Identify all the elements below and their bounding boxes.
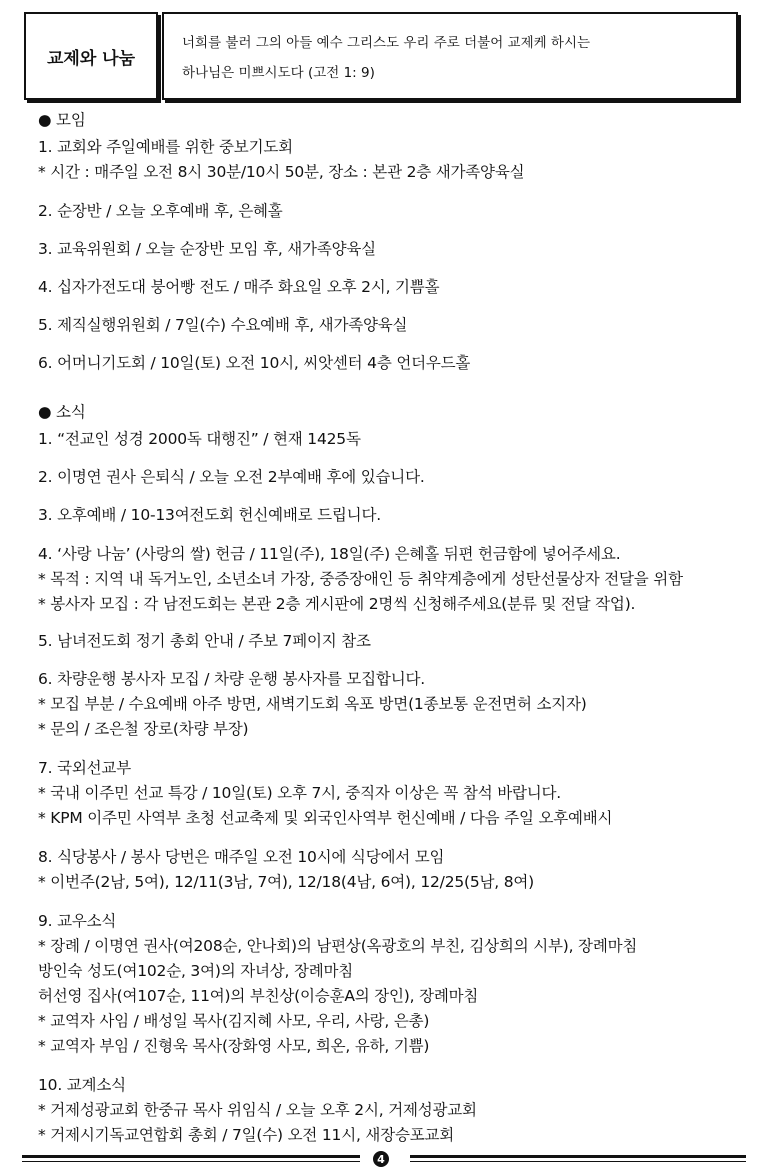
text-line: 2. 이명연 권사 은퇴식 / 오늘 오전 2부예배 후에 있습니다. xyxy=(38,468,425,486)
text-line: 1. “전교인 성경 2000독 대행진” / 현재 1425독 xyxy=(38,430,361,448)
text-line: * 모집 부분 / 수요예배 아주 방면, 새벽기도회 옥포 방면(1종보통 운전면허 소지자) xyxy=(38,695,587,713)
page-number: 4 xyxy=(373,1151,389,1167)
text-line: * 시간 : 매주일 오전 8시 30분/10시 50분, 장소 : 본관 2층 새가족양육실 xyxy=(38,163,525,181)
text-line: * 국내 이주민 선교 특강 / 10일(토) 오후 7시, 중직자 이상은 꼭 참석 바랍니다. xyxy=(38,784,562,802)
text-line: * 이번주(2남, 5여), 12/11(3남, 7여), 12/18(4남, 6여), 12/25(5남, 8여) xyxy=(38,873,535,891)
text-line: * KPM 이주민 사역부 초청 선교축제 및 외국인사역부 헌신예배 / 다음 주일 오후예배시 xyxy=(38,809,613,827)
text-line: 6. 어머니기도회 / 10일(토) 오전 10시, 씨앗센터 4층 언더우드홀 xyxy=(38,354,471,372)
text-line: 4. 십자가전도대 붕어빵 전도 / 매주 화요일 오후 2시, 기쁨홀 xyxy=(38,278,440,296)
text-line: * 문의 / 조은철 장로(차량 부장) xyxy=(38,720,249,738)
text-line: * 장례 / 이명연 권사(여208순, 안나회)의 남편상(옥광호의 부친, 김상희의 시부), 장례마침 xyxy=(38,937,638,955)
text-line: 3. 오후예배 / 10-13여전도회 헌신예배로 드립니다. xyxy=(38,506,381,524)
text-line: 10. 교계소식 xyxy=(38,1076,126,1094)
text-line: * 목적 : 지역 내 독거노인, 소년소녀 가장, 중증장애인 등 취약계층에게 성탄선물상자 전달을 위함 xyxy=(38,570,683,588)
section-title: 교제와 나눔 xyxy=(46,48,136,69)
section-title-box xyxy=(24,12,158,100)
text-line: 6. 차량운행 봉사자 모집 / 차량 운행 봉사자를 모집합니다. xyxy=(38,670,425,688)
text-line: * 교역자 부임 / 진형욱 목사(장화영 사모, 희온, 유하, 기쁨) xyxy=(38,1037,430,1055)
text-line: ● 소식 xyxy=(38,403,86,421)
verse-line-1: 너희를 불러 그의 아들 예수 그리스도 우리 주로 더불어 교제케 하시는 xyxy=(182,35,591,51)
text-line: 8. 식당봉사 / 봉사 당번은 매주일 오전 10시에 식당에서 모임 xyxy=(38,848,445,866)
text-line: 1. 교회와 주일예배를 위한 중보기도회 xyxy=(38,138,293,156)
text-line: * 거제성광교회 한중규 목사 위임식 / 오늘 오후 2시, 거제성광교회 xyxy=(38,1101,477,1119)
text-line: 5. 제직실행위원회 / 7일(수) 수요예배 후, 새가족양육실 xyxy=(38,316,408,334)
text-line: * 교역자 사임 / 배성일 목사(김지혜 사모, 우리, 사랑, 은총) xyxy=(38,1012,430,1030)
text-line: 5. 남녀전도회 정기 총회 안내 / 주보 7페이지 참조 xyxy=(38,632,371,650)
text-line: * 봉사자 모집 : 각 남전도회는 본관 2층 게시판에 2명씩 신청해주세요(분류 및 전달 작업). xyxy=(38,595,636,613)
text-line: * 거제시기독교연합회 총회 / 7일(수) 오전 11시, 새장승포교회 xyxy=(38,1126,455,1144)
text-line: 허선영 집사(여107순, 11여)의 부친상(이승훈A의 장인), 장례마침 xyxy=(38,987,479,1005)
text-line: ● 모임 xyxy=(38,111,86,129)
text-line: 2. 순장반 / 오늘 오후예배 후, 은혜홀 xyxy=(38,202,283,220)
verse-box xyxy=(162,12,738,100)
text-line: 방인숙 성도(여102순, 3여)의 자녀상, 장례마침 xyxy=(38,962,354,980)
text-line: 9. 교우소식 xyxy=(38,912,117,930)
text-line: 3. 교육위원회 / 오늘 순장반 모임 후, 새가족양육실 xyxy=(38,240,376,258)
text-line: 7. 국외선교부 xyxy=(38,759,131,777)
verse-line-2: 하나님은 미쁘시도다 (고전 1: 9) xyxy=(182,65,375,81)
text-line: 4. ‘사랑 나눔’ (사랑의 쌀) 헌금 / 11일(주), 18일(주) 은혜홀 뒤편 헌금함에 넣어주세요. xyxy=(38,545,621,563)
